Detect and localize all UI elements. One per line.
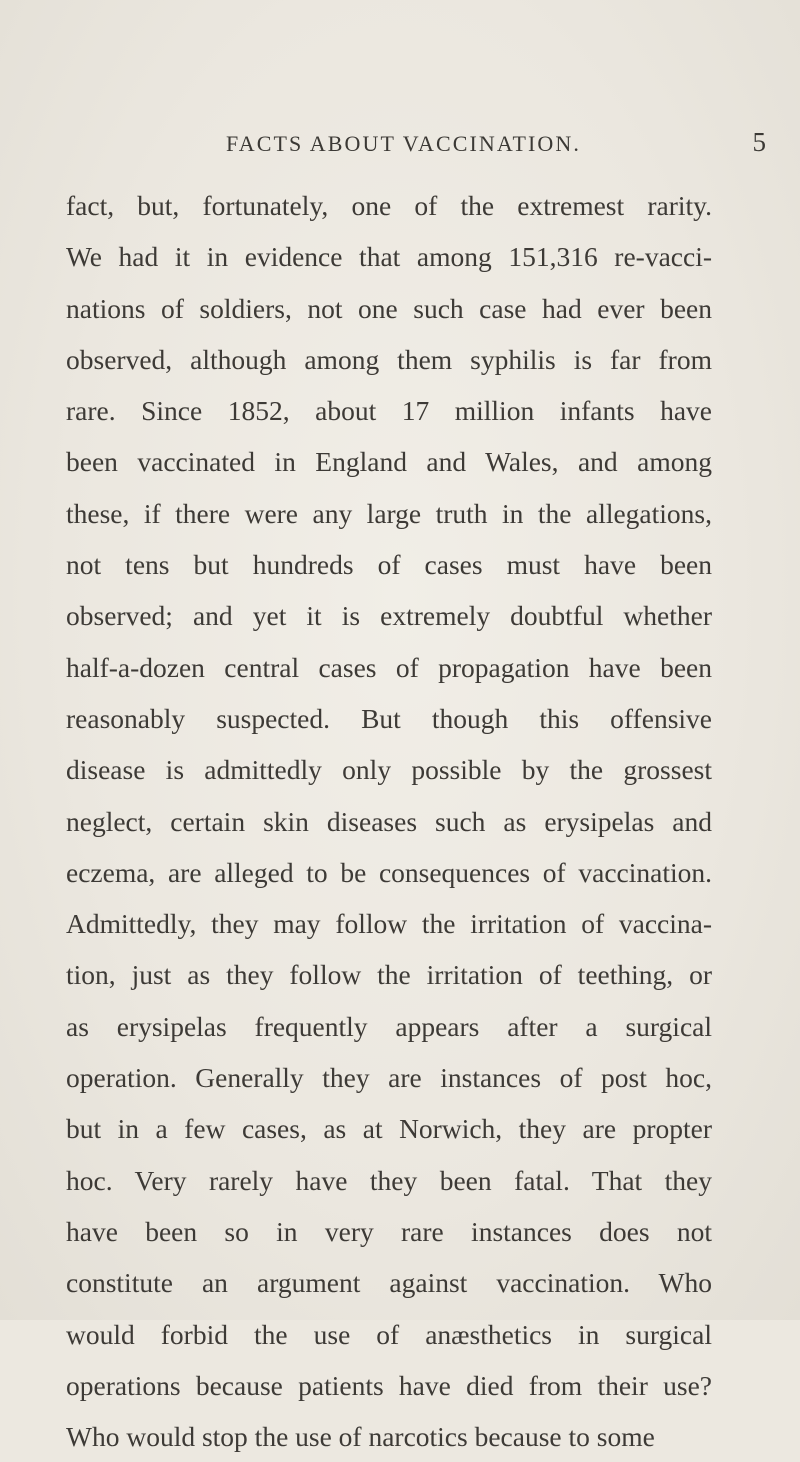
text-line: constitute an argument against vaccination. Who <box>66 1267 712 1299</box>
text-line: Who would stop the use of narcotics because to some <box>66 1421 655 1453</box>
text-line: half-a-dozen central cases of propagation have been <box>66 651 712 683</box>
text-line: as erysipelas frequently appears after a surgical <box>66 1010 712 1042</box>
text-line: Admittedly, they may follow the irritation of vaccina- <box>66 908 712 940</box>
text-line: eczema, are alleged to be consequences of vaccination. <box>66 856 712 888</box>
text-line: these, if there were any large truth in the allegations, <box>66 497 712 529</box>
text-line: disease is admittedly only possible by the grossest <box>66 754 712 786</box>
text-line: not tens but hundreds of cases must have been <box>66 549 712 581</box>
running-title: FACTS ABOUT VACCINATION. <box>226 131 581 156</box>
text-line: tion, just as they follow the irritation of teething, or <box>66 959 712 991</box>
text-line: rare. Since 1852, about 17 million infants have <box>66 395 712 427</box>
text-line: but in a few cases, as at Norwich, they are propter <box>66 1113 712 1145</box>
text-line: would forbid the use of anæsthetics in surgical <box>66 1318 712 1350</box>
text-line: been vaccinated in England and Wales, and among <box>66 446 712 478</box>
page-number: 5 <box>752 127 766 157</box>
running-head <box>226 127 766 167</box>
text-line: have been so in very rare instances does not <box>66 1215 712 1247</box>
text-line: operation. Generally they are instances of post hoc, <box>66 1062 712 1094</box>
text-line: hoc. Very rarely have they been fatal. That they <box>66 1164 712 1196</box>
text-line: neglect, certain skin diseases such as erysipelas and <box>66 805 712 837</box>
text-line: observed, although among them syphilis is far from <box>66 343 712 375</box>
text-line: operations because patients have died from their use? <box>66 1369 712 1401</box>
body-text <box>66 180 712 1462</box>
text-line: reasonably suspected. But though this offensive <box>66 702 712 734</box>
text-line: We had it in evidence that among 151,316 re-vacci- <box>66 241 712 273</box>
text-line: observed; and yet it is extremely doubtful whether <box>66 600 712 632</box>
text-line: nations of soldiers, not one such case had ever been <box>66 292 712 324</box>
text-line: fact, but, fortunately, one of the extremest rarity. <box>66 190 712 221</box>
